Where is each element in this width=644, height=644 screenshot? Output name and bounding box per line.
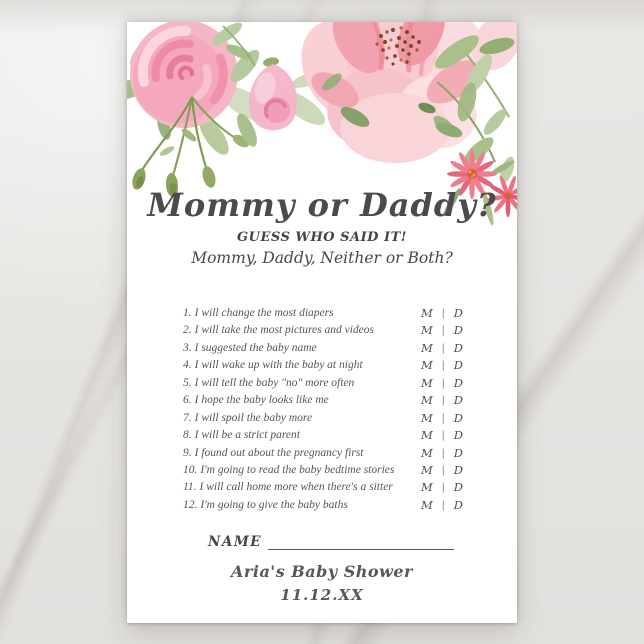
- answer-divider: |: [441, 463, 446, 476]
- answer-divider: |: [441, 411, 446, 424]
- answer-d: D: [453, 497, 463, 512]
- question-number: 9.: [183, 446, 192, 459]
- question-number: 3.: [183, 341, 192, 354]
- name-blank-line: [268, 535, 454, 550]
- answer-options: [421, 375, 463, 392]
- question-text: I will spoil the baby more: [194, 411, 313, 424]
- question-text: I will wake up with the baby at night: [194, 359, 363, 372]
- question-text: I will change the most diapers: [194, 307, 334, 319]
- question-text: I will take the most pictures and videos: [194, 324, 375, 337]
- answer-d: D: [453, 410, 463, 425]
- answer-options: [421, 392, 463, 409]
- answer-d: D: [453, 358, 463, 373]
- question-number: 2.: [183, 324, 192, 337]
- question-text: I'm going to give the baby baths: [200, 498, 348, 511]
- answer-options: [421, 497, 463, 514]
- answer-m: M: [421, 358, 433, 373]
- question-row-6: [183, 392, 463, 409]
- answer-options: [421, 445, 463, 462]
- answer-m: M: [421, 445, 433, 460]
- answer-d: D: [453, 445, 463, 460]
- answer-divider: |: [441, 429, 446, 442]
- answer-options: [421, 305, 463, 322]
- page-title: Mommy or Daddy?: [147, 186, 497, 224]
- answer-m: M: [421, 393, 433, 408]
- answer-m: M: [421, 428, 433, 443]
- answer-d: D: [453, 306, 463, 320]
- answer-options: [421, 427, 463, 444]
- answer-d: D: [453, 323, 463, 338]
- subtitle-guess: GUESS WHO SAID IT!: [237, 230, 407, 245]
- question-row-2: [183, 322, 463, 339]
- question-text: I suggested the baby name: [194, 341, 317, 354]
- answer-divider: |: [441, 394, 446, 407]
- answer-divider: |: [441, 341, 446, 354]
- answer-d: D: [453, 480, 463, 495]
- questions-list: [183, 305, 463, 514]
- question-text: I found out about the pregnancy first: [194, 446, 364, 459]
- answer-m: M: [421, 323, 433, 338]
- answer-d: D: [453, 340, 463, 355]
- question-number: 8.: [183, 429, 192, 442]
- question-number: 5.: [183, 376, 192, 389]
- answer-divider: |: [441, 446, 446, 459]
- answer-divider: |: [441, 481, 446, 494]
- answer-m: M: [421, 480, 433, 495]
- answer-divider: |: [441, 359, 446, 372]
- answer-options: [421, 357, 463, 374]
- question-number: 4.: [183, 359, 192, 372]
- name-row: [208, 534, 454, 550]
- answer-m: M: [421, 462, 433, 477]
- answer-options: [421, 410, 463, 427]
- question-row-12: [183, 497, 463, 514]
- game-card: [127, 22, 517, 623]
- answer-d: D: [453, 375, 463, 390]
- answer-d: D: [453, 462, 463, 477]
- event-name: Aria's Baby Shower: [231, 562, 413, 581]
- question-row-4: [183, 357, 463, 374]
- answer-m: M: [421, 306, 433, 320]
- answer-divider: |: [441, 307, 446, 319]
- question-number: 7.: [183, 411, 192, 424]
- question-row-8: [183, 427, 463, 444]
- answer-divider: |: [441, 376, 446, 389]
- question-number: 1.: [183, 307, 192, 319]
- question-number: 12.: [183, 498, 198, 511]
- answer-options: [421, 462, 463, 479]
- question-text: I will call home more when there's a sitter: [199, 481, 393, 494]
- answer-options: [421, 479, 463, 496]
- question-row-1: [183, 305, 463, 322]
- question-number: 6.: [183, 394, 192, 407]
- question-number: 10.: [183, 463, 198, 476]
- answer-divider: |: [441, 324, 446, 337]
- question-row-3: [183, 340, 463, 357]
- answer-m: M: [421, 340, 433, 355]
- question-row-9: [183, 445, 463, 462]
- question-row-5: [183, 375, 463, 392]
- name-label: NAME: [208, 534, 263, 550]
- answer-m: M: [421, 375, 433, 390]
- question-text: I will tell the baby "no" more often: [194, 376, 355, 389]
- question-number: 11.: [183, 481, 197, 494]
- question-text: I hope the baby looks like me: [194, 394, 329, 407]
- answer-d: D: [453, 393, 463, 408]
- question-text: I will be a strict parent: [194, 429, 300, 442]
- answer-m: M: [421, 410, 433, 425]
- subtitle-options: Mommy, Daddy, Neither or Both?: [191, 249, 453, 267]
- question-text: I'm going to read the baby bedtime stories: [200, 463, 395, 476]
- event-date: 11.12.XX: [280, 586, 364, 604]
- answer-options: [421, 340, 463, 357]
- question-row-10: [183, 462, 463, 479]
- question-row-7: [183, 410, 463, 427]
- question-row-11: [183, 479, 463, 496]
- answer-options: [421, 322, 463, 339]
- answer-d: D: [453, 428, 463, 443]
- answer-divider: |: [441, 498, 446, 511]
- answer-m: M: [421, 497, 433, 512]
